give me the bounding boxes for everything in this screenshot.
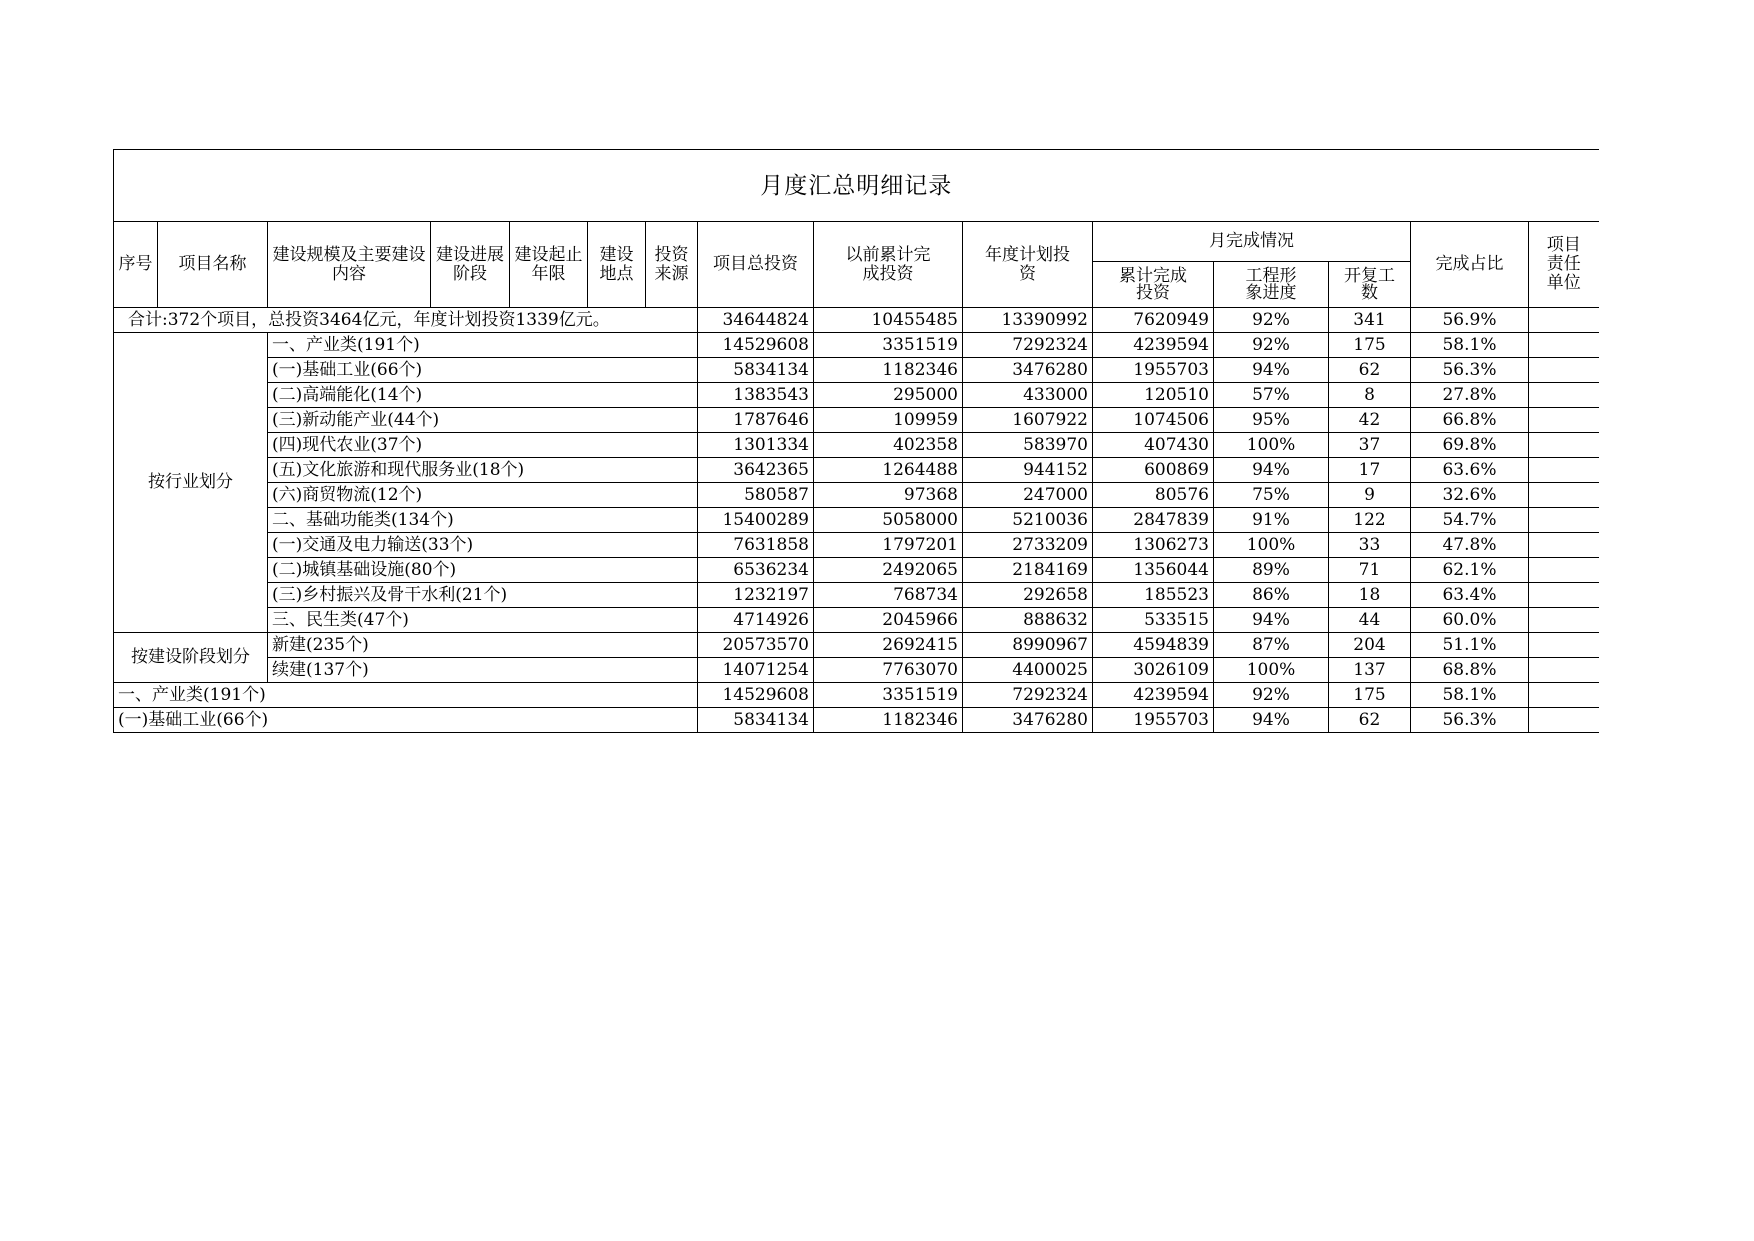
cell-total: 1301334 bbox=[698, 433, 814, 458]
cell-ratio: 56.3% bbox=[1411, 708, 1529, 733]
cell-resume: 62 bbox=[1329, 708, 1411, 733]
cell-total: 4714926 bbox=[698, 608, 814, 633]
cell-cum: 600869 bbox=[1093, 458, 1214, 483]
cell-unit bbox=[1529, 558, 1599, 583]
table-row-summary bbox=[114, 308, 1599, 333]
cell-annual: 247000 bbox=[963, 483, 1093, 508]
cell-progress: 94% bbox=[1214, 708, 1329, 733]
row-name: 一、产业类(191个) bbox=[114, 683, 698, 708]
cell-resume: 8 bbox=[1329, 383, 1411, 408]
row-name: (一)交通及电力输送(33个) bbox=[268, 533, 698, 558]
cell-annual: 7292324 bbox=[963, 683, 1093, 708]
cell-prior: 402358 bbox=[814, 433, 963, 458]
cell-total: 1383543 bbox=[698, 383, 814, 408]
table-row bbox=[114, 683, 1599, 708]
cell-total: 14071254 bbox=[698, 658, 814, 683]
table-row bbox=[114, 383, 1599, 408]
cell-annual: 1607922 bbox=[963, 408, 1093, 433]
cell-prior: 295000 bbox=[814, 383, 963, 408]
cell-total: 15400289 bbox=[698, 508, 814, 533]
row-name: 三、民生类(47个) bbox=[268, 608, 698, 633]
row-name: (四)现代农业(37个) bbox=[268, 433, 698, 458]
cell-annual: 433000 bbox=[963, 383, 1093, 408]
header-monthly-group: 月完成情况 bbox=[1093, 222, 1411, 262]
table-row bbox=[114, 458, 1599, 483]
cell-unit bbox=[1529, 633, 1599, 658]
cell-prior: 1182346 bbox=[814, 708, 963, 733]
cell-cum: 2847839 bbox=[1093, 508, 1214, 533]
cell-ratio: 58.1% bbox=[1411, 333, 1529, 358]
cell-prior: 3351519 bbox=[814, 333, 963, 358]
cell-ratio: 69.8% bbox=[1411, 433, 1529, 458]
cell-progress: 75% bbox=[1214, 483, 1329, 508]
cell-total: 5834134 bbox=[698, 358, 814, 383]
cell-resume: 137 bbox=[1329, 658, 1411, 683]
cell-ratio: 62.1% bbox=[1411, 558, 1529, 583]
summary-table bbox=[113, 149, 1599, 733]
cell-annual: 2184169 bbox=[963, 558, 1093, 583]
header-unit: 项目责任单位 bbox=[1529, 222, 1599, 308]
summary-label: 合计:372个项目，总投资3464亿元，年度计划投资1339亿元。 bbox=[114, 308, 698, 333]
cell-ratio: 56.3% bbox=[1411, 358, 1529, 383]
cell-prior: 3351519 bbox=[814, 683, 963, 708]
cell-resume: 62 bbox=[1329, 358, 1411, 383]
cell-cum: 1356044 bbox=[1093, 558, 1214, 583]
header-monthly-resume: 开复工数 bbox=[1329, 262, 1411, 308]
page-title: 月度汇总明细记录 bbox=[114, 150, 1599, 222]
cell-cum: 7620949 bbox=[1093, 308, 1214, 333]
table-row bbox=[114, 483, 1599, 508]
table-row bbox=[114, 658, 1599, 683]
cell-progress: 91% bbox=[1214, 508, 1329, 533]
cell-progress: 100% bbox=[1214, 658, 1329, 683]
cell-cum: 4594839 bbox=[1093, 633, 1214, 658]
cell-unit bbox=[1529, 583, 1599, 608]
cell-ratio: 63.4% bbox=[1411, 583, 1529, 608]
cell-resume: 71 bbox=[1329, 558, 1411, 583]
table-row bbox=[114, 433, 1599, 458]
table-row bbox=[114, 333, 1599, 358]
cell-ratio: 27.8% bbox=[1411, 383, 1529, 408]
cell-resume: 122 bbox=[1329, 508, 1411, 533]
cell-cum: 1955703 bbox=[1093, 358, 1214, 383]
group-stage: 按建设阶段划分 bbox=[114, 633, 268, 683]
cell-total: 20573570 bbox=[698, 633, 814, 658]
cell-cum: 1074506 bbox=[1093, 408, 1214, 433]
row-name: (一)基础工业(66个) bbox=[268, 358, 698, 383]
table-row bbox=[114, 408, 1599, 433]
cell-progress: 94% bbox=[1214, 358, 1329, 383]
row-name: 续建(137个) bbox=[268, 658, 698, 683]
cell-annual: 2733209 bbox=[963, 533, 1093, 558]
cell-resume: 42 bbox=[1329, 408, 1411, 433]
cell-ratio: 63.6% bbox=[1411, 458, 1529, 483]
cell-prior: 2045966 bbox=[814, 608, 963, 633]
table-row bbox=[114, 583, 1599, 608]
cell-annual: 8990967 bbox=[963, 633, 1093, 658]
header-prior: 以前累计完成投资 bbox=[814, 222, 963, 308]
cell-cum: 80576 bbox=[1093, 483, 1214, 508]
cell-progress: 92% bbox=[1214, 683, 1329, 708]
cell-annual: 3476280 bbox=[963, 358, 1093, 383]
cell-total: 5834134 bbox=[698, 708, 814, 733]
table-row bbox=[114, 608, 1599, 633]
cell-annual: 944152 bbox=[963, 458, 1093, 483]
header-monthly-progress: 工程形象进度 bbox=[1214, 262, 1329, 308]
header-location: 建设地点 bbox=[588, 222, 646, 308]
cell-cum: 120510 bbox=[1093, 383, 1214, 408]
header-ratio: 完成占比 bbox=[1411, 222, 1529, 308]
cell-unit bbox=[1529, 383, 1599, 408]
cell-progress: 86% bbox=[1214, 583, 1329, 608]
table-row bbox=[114, 633, 1599, 658]
table-row bbox=[114, 508, 1599, 533]
cell-resume: 204 bbox=[1329, 633, 1411, 658]
cell-ratio: 54.7% bbox=[1411, 508, 1529, 533]
cell-progress: 87% bbox=[1214, 633, 1329, 658]
cell-unit bbox=[1529, 333, 1599, 358]
row-name: (六)商贸物流(12个) bbox=[268, 483, 698, 508]
cell-annual: 5210036 bbox=[963, 508, 1093, 533]
cell-annual: 583970 bbox=[963, 433, 1093, 458]
cell-unit bbox=[1529, 458, 1599, 483]
cell-ratio: 68.8% bbox=[1411, 658, 1529, 683]
header-name: 项目名称 bbox=[158, 222, 268, 308]
cell-total: 1232197 bbox=[698, 583, 814, 608]
cell-unit bbox=[1529, 658, 1599, 683]
row-name: (五)文化旅游和现代服务业(18个) bbox=[268, 458, 698, 483]
cell-progress: 94% bbox=[1214, 458, 1329, 483]
cell-cum: 1955703 bbox=[1093, 708, 1214, 733]
cell-annual: 3476280 bbox=[963, 708, 1093, 733]
table-row bbox=[114, 358, 1599, 383]
cell-progress: 92% bbox=[1214, 308, 1329, 333]
group-industry: 按行业划分 bbox=[114, 333, 268, 633]
row-name: (一)基础工业(66个) bbox=[114, 708, 698, 733]
cell-unit bbox=[1529, 308, 1599, 333]
row-name: 新建(235个) bbox=[268, 633, 698, 658]
cell-progress: 100% bbox=[1214, 533, 1329, 558]
header-scale: 建设规模及主要建设内容 bbox=[268, 222, 431, 308]
cell-resume: 341 bbox=[1329, 308, 1411, 333]
row-name: 二、基础功能类(134个) bbox=[268, 508, 698, 533]
cell-prior: 1797201 bbox=[814, 533, 963, 558]
cell-total: 14529608 bbox=[698, 333, 814, 358]
row-name: (三)乡村振兴及骨干水利(21个) bbox=[268, 583, 698, 608]
cell-total: 3642365 bbox=[698, 458, 814, 483]
cell-resume: 18 bbox=[1329, 583, 1411, 608]
cell-cum: 185523 bbox=[1093, 583, 1214, 608]
cell-total: 7631858 bbox=[698, 533, 814, 558]
cell-ratio: 56.9% bbox=[1411, 308, 1529, 333]
cell-progress: 95% bbox=[1214, 408, 1329, 433]
cell-prior: 109959 bbox=[814, 408, 963, 433]
header-source: 投资来源 bbox=[646, 222, 698, 308]
cell-cum: 407430 bbox=[1093, 433, 1214, 458]
cell-annual: 7292324 bbox=[963, 333, 1093, 358]
cell-unit bbox=[1529, 358, 1599, 383]
header-total: 项目总投资 bbox=[698, 222, 814, 308]
row-name: (三)新动能产业(44个) bbox=[268, 408, 698, 433]
cell-cum: 4239594 bbox=[1093, 683, 1214, 708]
cell-prior: 97368 bbox=[814, 483, 963, 508]
cell-annual: 888632 bbox=[963, 608, 1093, 633]
cell-total: 1787646 bbox=[698, 408, 814, 433]
cell-annual: 13390992 bbox=[963, 308, 1093, 333]
cell-ratio: 32.6% bbox=[1411, 483, 1529, 508]
cell-ratio: 66.8% bbox=[1411, 408, 1529, 433]
cell-progress: 94% bbox=[1214, 608, 1329, 633]
cell-unit bbox=[1529, 508, 1599, 533]
header-annual: 年度计划投资 bbox=[963, 222, 1093, 308]
cell-total: 34644824 bbox=[698, 308, 814, 333]
cell-resume: 17 bbox=[1329, 458, 1411, 483]
cell-unit bbox=[1529, 408, 1599, 433]
cell-resume: 44 bbox=[1329, 608, 1411, 633]
cell-total: 14529608 bbox=[698, 683, 814, 708]
header-period: 建设起止年限 bbox=[510, 222, 588, 308]
cell-prior: 2692415 bbox=[814, 633, 963, 658]
header-seq: 序号 bbox=[114, 222, 158, 308]
cell-annual: 292658 bbox=[963, 583, 1093, 608]
cell-unit bbox=[1529, 683, 1599, 708]
cell-unit bbox=[1529, 483, 1599, 508]
row-name: (二)城镇基础设施(80个) bbox=[268, 558, 698, 583]
cell-resume: 9 bbox=[1329, 483, 1411, 508]
row-name: 一、产业类(191个) bbox=[268, 333, 698, 358]
cell-ratio: 58.1% bbox=[1411, 683, 1529, 708]
cell-unit bbox=[1529, 533, 1599, 558]
table-row bbox=[114, 708, 1599, 733]
cell-total: 580587 bbox=[698, 483, 814, 508]
cell-progress: 89% bbox=[1214, 558, 1329, 583]
cell-total: 6536234 bbox=[698, 558, 814, 583]
header-stage: 建设进展阶段 bbox=[431, 222, 510, 308]
cell-prior: 1182346 bbox=[814, 358, 963, 383]
cell-ratio: 60.0% bbox=[1411, 608, 1529, 633]
cell-cum: 533515 bbox=[1093, 608, 1214, 633]
cell-prior: 7763070 bbox=[814, 658, 963, 683]
cell-resume: 37 bbox=[1329, 433, 1411, 458]
row-name: (二)高端能化(14个) bbox=[268, 383, 698, 408]
cell-prior: 768734 bbox=[814, 583, 963, 608]
cell-cum: 3026109 bbox=[1093, 658, 1214, 683]
cell-resume: 175 bbox=[1329, 683, 1411, 708]
cell-prior: 10455485 bbox=[814, 308, 963, 333]
cell-annual: 4400025 bbox=[963, 658, 1093, 683]
cell-progress: 92% bbox=[1214, 333, 1329, 358]
cell-unit bbox=[1529, 708, 1599, 733]
cell-prior: 1264488 bbox=[814, 458, 963, 483]
cell-ratio: 47.8% bbox=[1411, 533, 1529, 558]
cell-cum: 4239594 bbox=[1093, 333, 1214, 358]
cell-unit bbox=[1529, 433, 1599, 458]
cell-resume: 33 bbox=[1329, 533, 1411, 558]
table-row bbox=[114, 533, 1599, 558]
cell-ratio: 51.1% bbox=[1411, 633, 1529, 658]
table-row bbox=[114, 558, 1599, 583]
cell-prior: 5058000 bbox=[814, 508, 963, 533]
cell-progress: 57% bbox=[1214, 383, 1329, 408]
cell-resume: 175 bbox=[1329, 333, 1411, 358]
cell-unit bbox=[1529, 608, 1599, 633]
cell-progress: 100% bbox=[1214, 433, 1329, 458]
cell-prior: 2492065 bbox=[814, 558, 963, 583]
header-monthly-cum: 累计完成投资 bbox=[1093, 262, 1214, 308]
spreadsheet bbox=[113, 149, 1599, 733]
cell-cum: 1306273 bbox=[1093, 533, 1214, 558]
